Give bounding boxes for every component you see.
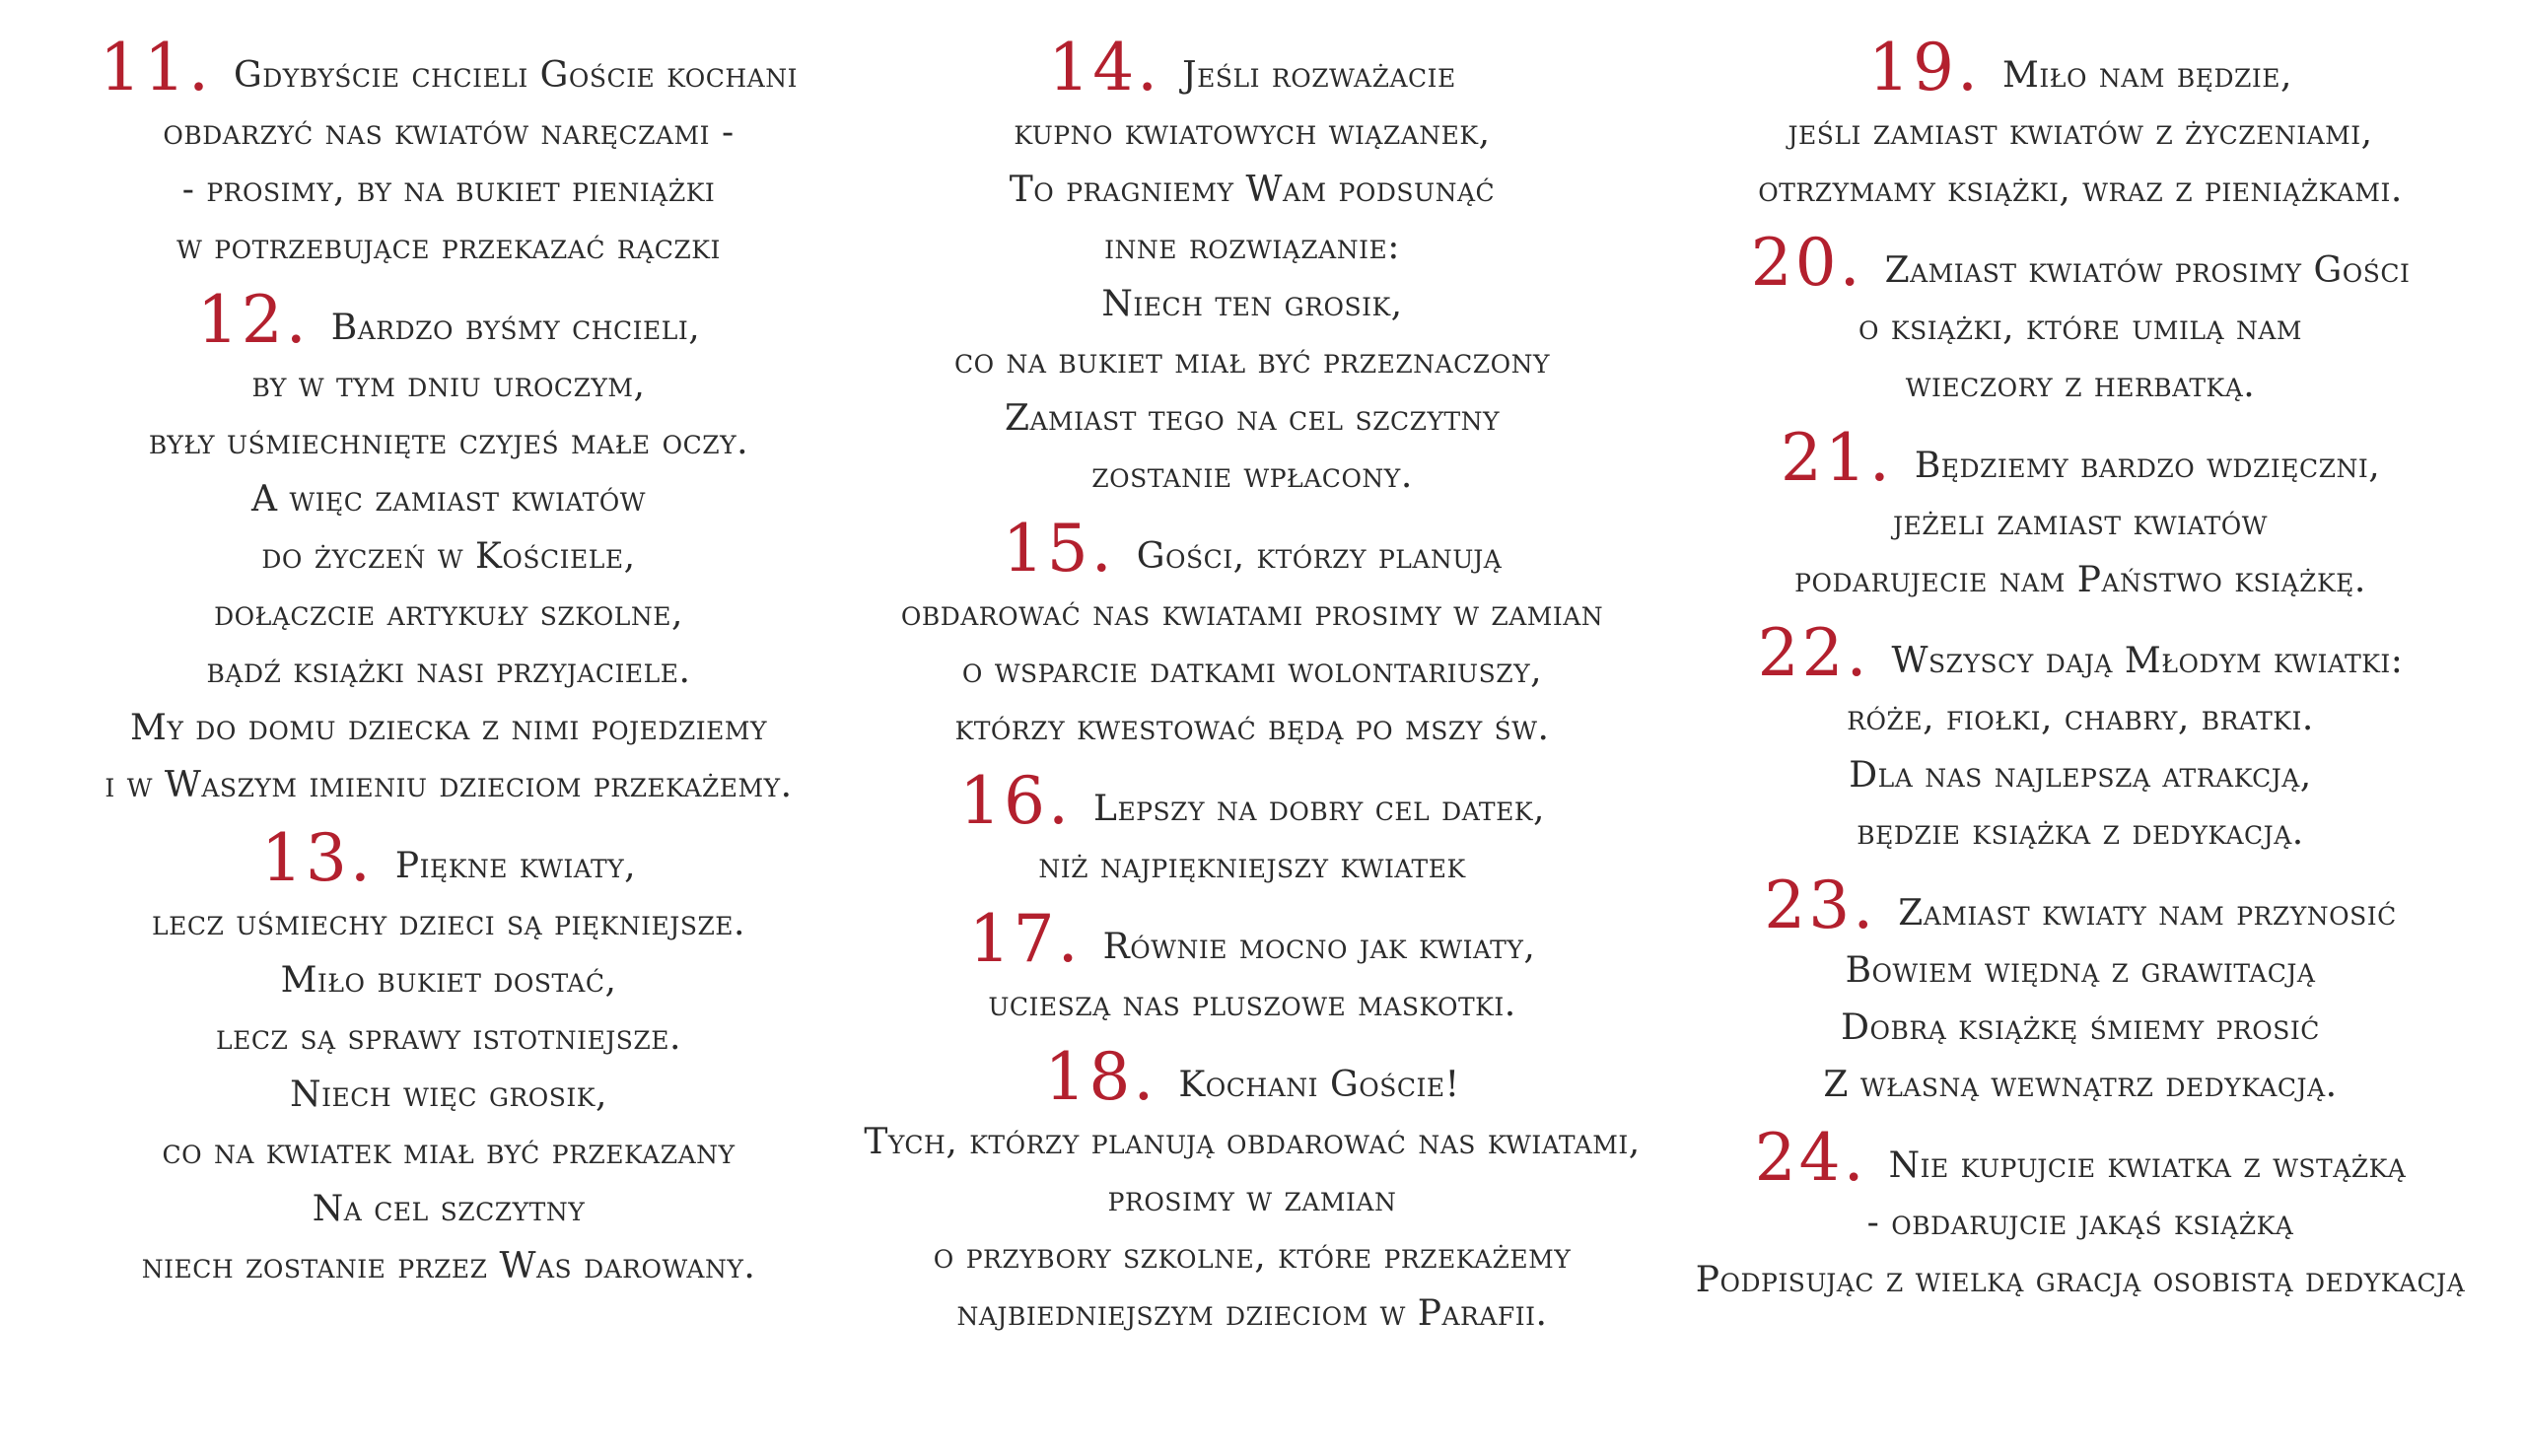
verse-number: 17.: [968, 901, 1082, 977]
verse-number: 23.: [1764, 867, 1877, 943]
verse-text: Tych, którzy planują obdarować nas kwiatami,: [864, 1122, 1641, 1162]
verse-text: To pragniemy Wam podsunąć: [1009, 170, 1496, 210]
verse-line: [59, 586, 838, 643]
verse-line: [858, 763, 1647, 839]
verse-line: [1676, 804, 2485, 862]
verse-text: o wsparcie datkami wolontariuszy,: [961, 651, 1543, 691]
verse-line: [59, 820, 838, 896]
verse: [858, 1039, 1647, 1343]
verse: [1676, 30, 2485, 219]
verse-text: Z własną wewnątrz dedykacją.: [1823, 1065, 2338, 1105]
verse-text: Zamiast tego na cel szczytny: [1004, 398, 1501, 439]
verse-text: Bowiem więdną z grawitacją: [1845, 950, 2316, 991]
verse-line: [1676, 747, 2485, 804]
verse-number: 22.: [1757, 615, 1870, 691]
column-right: [1676, 30, 2485, 1325]
verse-text: - obdarujcie jakąś książką: [1866, 1203, 2294, 1243]
verse-number: 14.: [1048, 30, 1161, 105]
verse-line: [858, 1228, 1647, 1285]
verse-line: [59, 643, 838, 700]
verse-number: 15.: [1002, 511, 1115, 587]
verse-line: [59, 952, 838, 1009]
verse-number: 13.: [260, 820, 374, 896]
verse-text: co na kwiatek miał być przekazany: [162, 1132, 736, 1172]
verse-text: jeżeli zamiast kwiatów: [1893, 503, 2268, 543]
verse-text: ucieszą nas pluszowe maskotki.: [988, 984, 1516, 1024]
verse-line: [858, 104, 1647, 162]
verse-number: 16.: [959, 763, 1073, 839]
verse-text: zostanie wpłacony.: [1091, 455, 1413, 496]
verse-text: będzie książka z dedykacją.: [1857, 812, 2304, 853]
verse: [858, 901, 1647, 1033]
verse-line: [59, 700, 838, 757]
verse-text: Równie mocno jak kwiaty,: [1102, 927, 1536, 967]
verse-text: bądź książki nasi przyjaciele.: [206, 651, 691, 691]
verse-line: [1676, 30, 2485, 105]
verse-line: [1676, 867, 2485, 943]
verse-text: Gdybyście chcieli Goście kochani: [233, 55, 798, 96]
verse-line: [59, 1067, 838, 1124]
verse-number: 19.: [1868, 30, 1981, 105]
verse-text: lecz uśmiechy dzieci są piękniejsze.: [151, 903, 746, 943]
verse-line: [1676, 1000, 2485, 1057]
verse-text: o przybory szkolne, które przekażemy: [933, 1236, 1572, 1277]
verse-text: do życzeń w Kościele,: [261, 536, 636, 577]
verse-text: Na cel szczytny: [312, 1189, 586, 1229]
verse: [59, 30, 838, 276]
verse-line: [858, 1039, 1647, 1115]
verse-line: [59, 104, 838, 162]
verse: [1676, 867, 2485, 1114]
verse-text: A więc zamiast kwiatów: [251, 479, 646, 520]
verse-text: dołączcie artykuły szkolne,: [214, 593, 683, 634]
verse-line: [858, 219, 1647, 276]
verse-line: [1676, 162, 2485, 219]
verse-number: 24.: [1754, 1120, 1867, 1196]
verse-line: [858, 1171, 1647, 1228]
verse-line: [858, 162, 1647, 219]
verse-line: [59, 219, 838, 276]
verse-text: by w tym dniu uroczym,: [251, 365, 646, 405]
verse-line: [59, 528, 838, 586]
verse-line: [59, 162, 838, 219]
verse-line: [858, 901, 1647, 977]
verse-text: Zamiast kwiaty nam przynosić: [1898, 893, 2397, 934]
verse-line: [59, 1009, 838, 1067]
verse-line: [858, 700, 1647, 757]
verse-text: wieczory z herbatką.: [1905, 365, 2256, 405]
verse-line: [59, 1181, 838, 1238]
verse-text: Dobrą książkę śmiemy prosić: [1841, 1007, 2320, 1048]
verse-text: Dla nas najlepszą atrakcją,: [1849, 755, 2312, 796]
verse-line: [1676, 1195, 2485, 1252]
verse-text: obdarować nas kwiatami prosimy w zamian: [900, 593, 1604, 634]
verse-text: Kochani Goście!: [1178, 1065, 1460, 1105]
verse-text: najbiedniejszym dzieciom w Parafii.: [956, 1293, 1548, 1334]
verse-line: [858, 448, 1647, 505]
verse-text: Miło nam będzie,: [2001, 55, 2292, 96]
verse-text: Zamiast kwiatów prosimy Gości: [1884, 250, 2411, 291]
verse-number: 20.: [1750, 225, 1863, 301]
verse-line: [59, 895, 838, 952]
verse-number: 12.: [196, 282, 310, 358]
verse-text: były uśmiechnięte czyjeś małe oczy.: [148, 422, 749, 462]
verse-line: [858, 30, 1647, 105]
verse-text: inne rozwiązanie:: [1104, 227, 1400, 267]
verse-text: Lepszy na dobry cel datek,: [1093, 789, 1545, 829]
verse-line: [858, 976, 1647, 1033]
verse-line: [1676, 552, 2485, 609]
verse: [1676, 420, 2485, 609]
verse-line: [1676, 104, 2485, 162]
verse-line: [1676, 1252, 2485, 1309]
verse: [858, 511, 1647, 757]
verse-number: 11.: [100, 30, 212, 105]
verse-line: [858, 1114, 1647, 1171]
verse-line: [59, 757, 838, 814]
verse: [1676, 225, 2485, 414]
verse-text: jeśli zamiast kwiatów z życzeniami,: [1788, 112, 2373, 153]
verse-number: 21.: [1780, 420, 1893, 496]
verse-text: kupno kwiatowych wiązanek,: [1014, 112, 1491, 153]
verse-text: niech zostanie przez Was darowany.: [141, 1246, 756, 1286]
verse-line: [59, 1124, 838, 1181]
verse-text: Będziemy bardzo wdzięczni,: [1914, 446, 2381, 486]
verse-text: - prosimy, by na bukiet pieniążki: [181, 170, 716, 210]
verse-line: [1676, 615, 2485, 691]
verse-text: Nie kupujcie kwiatka z wstążką: [1888, 1145, 2407, 1186]
verse-line: [1676, 420, 2485, 496]
verse-line: [59, 30, 838, 105]
verse: [858, 30, 1647, 505]
verse-line: [858, 643, 1647, 700]
verse-text: Bardzo byśmy chcieli,: [330, 308, 701, 348]
verse-line: [1676, 495, 2485, 552]
verse: [59, 820, 838, 1295]
verse-line: [59, 357, 838, 414]
verse-text: Podpisując z wielką gracją osobistą dedykacją: [1695, 1260, 2466, 1300]
verse-text: i w Waszym imieniu dzieciom przekażemy.: [105, 765, 793, 805]
verse-text: Niech ten grosik,: [1101, 284, 1403, 324]
verse: [858, 763, 1647, 895]
verse-text: prosimy w zamian: [1107, 1179, 1397, 1219]
verse-text: podarujecie nam Państwo książkę.: [1794, 560, 2366, 600]
verse-text: w potrzebujące przekazać rączki: [176, 227, 721, 267]
verse: [59, 282, 838, 814]
verse-line: [1676, 690, 2485, 747]
verse-number: 18.: [1044, 1039, 1157, 1115]
verse-line: [858, 276, 1647, 333]
column-middle: [858, 30, 1647, 1358]
verse-text: co na bukiet miał być przeznaczony: [953, 341, 1550, 381]
verse: [1676, 1120, 2485, 1309]
verse-text: otrzymamy książki, wraz z pieniążkami.: [1758, 170, 2403, 210]
verse: [1676, 615, 2485, 862]
verse-line: [858, 511, 1647, 587]
verse-text: Gości, którzy planują: [1136, 536, 1503, 577]
verse-text: Miło bukiet dostać,: [280, 960, 617, 1001]
verse-text: niż najpiękniejszy kwiatek: [1038, 846, 1466, 886]
verse-line: [59, 414, 838, 471]
verse-text: Niech więc grosik,: [290, 1075, 607, 1115]
verse-text: lecz są sprawy istotniejsze.: [216, 1017, 681, 1058]
verse-line: [59, 1238, 838, 1295]
verse-line: [1676, 357, 2485, 414]
verse-line: [1676, 942, 2485, 1000]
verse-text: którzy kwestować będą po mszy św.: [954, 708, 1550, 748]
verse-line: [1676, 1057, 2485, 1114]
verse-line: [858, 333, 1647, 390]
verse-line: [1676, 1120, 2485, 1196]
verse-line: [858, 838, 1647, 895]
verse-line: [59, 471, 838, 528]
verse-line: [858, 1285, 1647, 1343]
verse-line: [1676, 225, 2485, 301]
verse-text: My do domu dziecka z nimi pojedziemy: [130, 708, 767, 748]
verse-line: [1676, 300, 2485, 357]
verse-text: róże, fiołki, chabry, bratki.: [1847, 698, 2314, 738]
verse-line: [858, 390, 1647, 448]
verse-text: Wszyscy dają Młodym kwiatki:: [1891, 641, 2404, 681]
verse-line: [858, 586, 1647, 643]
verse-text: obdarzyć nas kwiatów naręczami -: [163, 112, 735, 153]
verse-text: o książki, które umilą nam: [1858, 308, 2302, 348]
verse-text: Jeśli rozważacie: [1182, 55, 1456, 96]
verse-text: Piękne kwiaty,: [394, 846, 637, 886]
verse-line: [59, 282, 838, 358]
column-left: [59, 30, 838, 1311]
